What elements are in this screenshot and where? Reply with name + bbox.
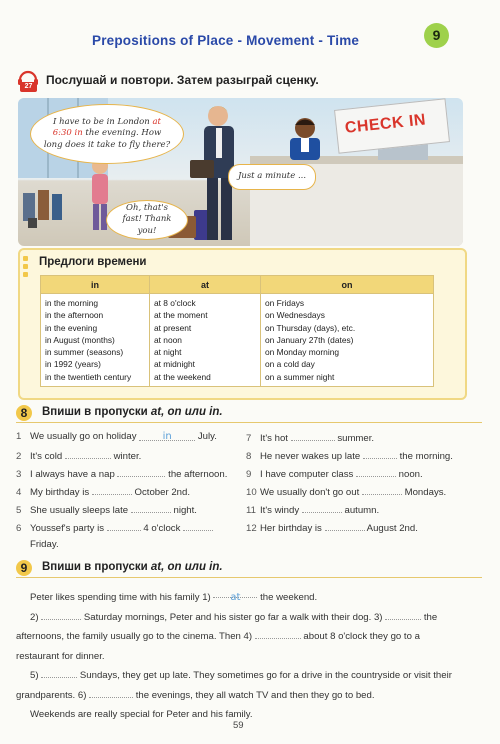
paragraph-text: Peter likes spending time with his family 1): [30, 592, 211, 603]
item-text: Her birthday is: [260, 523, 322, 534]
paragraph-line: [16, 686, 464, 706]
exercise-9-title-em: at, on или in.: [150, 561, 223, 573]
paragraph-text: afternoons, the family usually go to the cinema. Then 4): [16, 631, 253, 642]
item-text-end: 4 o'clock: [143, 523, 181, 534]
speech-bubble-thanks: [106, 200, 188, 240]
table-cell: on January 27th (dates): [265, 334, 354, 345]
table-cell: in 1992 (years): [45, 359, 101, 370]
check-in-sign-text: CHECK IN: [344, 111, 427, 137]
answer-blank[interactable]: [291, 431, 335, 441]
column-header-at: at: [150, 276, 261, 294]
item-text-cont: Friday.: [30, 539, 59, 550]
handwritten-answer: in: [162, 431, 172, 442]
speech-bubble-just-a-minute: Just a minute ...: [228, 164, 316, 190]
grammar-box-title: Предлоги времени: [39, 256, 147, 268]
item-text: My birthday is: [30, 487, 90, 498]
exercise-8-item-4: [16, 485, 190, 498]
table-cell: at noon: [154, 334, 182, 345]
answer-blank[interactable]: [89, 688, 133, 698]
paragraph-line: [16, 647, 464, 667]
item-text: He never wakes up late: [260, 451, 361, 462]
answer-blank[interactable]: [131, 503, 171, 513]
table-cell: in the twentieth century: [45, 371, 132, 382]
item-number: 9: [246, 469, 252, 480]
item-number: 11: [246, 505, 256, 516]
paragraph-line: [16, 588, 464, 608]
paragraph-line: [16, 608, 464, 628]
answer-blank[interactable]: [41, 610, 81, 620]
item-number: 5: [16, 505, 22, 516]
exercise-9-number: 9: [16, 560, 32, 576]
unit-number-badge: 9: [424, 23, 449, 48]
table-cell: on Fridays: [265, 298, 305, 308]
divider: [16, 577, 482, 578]
column-header-on: on: [261, 276, 434, 294]
bullet-squares-icon: [23, 256, 30, 280]
exercise-8-title-text: Впиши в пропуски: [42, 406, 151, 418]
table-cell: on a cold day: [265, 359, 315, 370]
table-cell: on a summer night: [265, 371, 335, 382]
item-number: 12: [246, 523, 257, 534]
item-text-end: the afternoon.: [168, 469, 228, 480]
item-text: She usually sleeps late: [30, 505, 129, 516]
item-text-end: summer.: [337, 433, 375, 444]
exercise-8-item-7: [246, 431, 374, 444]
paragraph-text: grandparents. 6): [16, 689, 87, 701]
exercise-8-item-9: [246, 467, 423, 480]
table-cell: in the morning: [45, 298, 99, 308]
paragraph-text: the evenings, they all watch TV and then they go to bed.: [135, 689, 375, 701]
item-text-end: autumn.: [344, 505, 380, 516]
exercise-9-title-text: Впиши в пропуски: [42, 561, 151, 573]
table-cell: in summer (seasons): [45, 347, 124, 358]
item-number: 2: [16, 451, 22, 462]
table-cell: on Wednesdays: [265, 310, 325, 321]
page-title: Prepositions of Place - Movement - Time: [92, 33, 360, 48]
item-number: 8: [246, 451, 252, 462]
exercise-9-title: [42, 561, 223, 573]
answer-blank[interactable]: [255, 629, 301, 639]
table-cell: at night: [154, 347, 182, 358]
item-text: We usually don't go out: [260, 487, 360, 498]
answer-blank[interactable]: [302, 503, 342, 513]
exercise-8-item-5: [16, 503, 197, 516]
item-number: 6: [16, 523, 22, 534]
item-text: We usually go on holiday: [30, 431, 137, 442]
table-cell: in the evening: [45, 322, 98, 333]
divider: [16, 422, 482, 423]
paragraph-text: 5): [30, 670, 39, 681]
answer-blank[interactable]: [65, 449, 111, 459]
item-text-end: the morning.: [399, 451, 453, 462]
exercise-8-item-2: [16, 449, 141, 462]
paragraph-text: Weekends are really special for Peter and his family.: [30, 709, 253, 720]
answer-blank[interactable]: [183, 521, 213, 531]
item-number: 10: [246, 487, 257, 498]
exercise-8-item-1: [16, 431, 217, 442]
item-number: 3: [16, 469, 22, 480]
item-text: It's cold: [30, 451, 63, 462]
table-cell: in August (months): [45, 334, 115, 345]
answer-blank[interactable]: [325, 521, 365, 531]
item-text-end: July.: [197, 431, 217, 442]
page-number: 59: [233, 720, 244, 731]
paragraph-text: restaurant for dinner.: [16, 650, 105, 662]
answer-blank[interactable]: [356, 467, 396, 477]
paragraph-text: Sundays, they get up late. They sometimes go for a drive in the countryside or visit their: [79, 670, 452, 681]
answer-blank[interactable]: [92, 485, 132, 495]
exercise-9-paragraph: [16, 588, 464, 725]
paragraph-text: about 8 o'clock they go to a: [303, 631, 420, 642]
paragraph-text: the: [423, 611, 438, 623]
column-on: [261, 294, 434, 387]
item-number: 4: [16, 487, 22, 498]
track-number: 27: [20, 82, 37, 92]
table-cell: at 8 o'clock: [154, 298, 196, 308]
exercise-8-title-em: at, on или in.: [150, 406, 223, 418]
airport-illustration: [18, 98, 463, 246]
item-text-end: night.: [173, 505, 197, 516]
paragraph-text: Saturday mornings, Peter and his sister go far a walk with their dog. 3): [83, 611, 383, 623]
item-text: I have computer class: [260, 469, 354, 480]
item-text: It's windy: [260, 505, 300, 516]
item-text-end: noon.: [398, 469, 423, 480]
item-number: 7: [246, 433, 252, 444]
exercise-8-item-6-cont: [30, 539, 59, 550]
exercise-8-item-3: [16, 467, 227, 480]
prepositions-table: [40, 275, 434, 387]
item-number: 1: [16, 431, 22, 442]
answer-blank[interactable]: [363, 449, 397, 459]
answer-blank[interactable]: [362, 485, 402, 495]
bubble-text-part: I have to be in London: [53, 117, 153, 128]
bubble-thanks-text: Oh, that's fast! Thank you!: [122, 203, 172, 236]
paragraph-line: [16, 666, 464, 686]
item-text: I always have a nap: [30, 469, 115, 480]
bubble-text-part: the evening. How long does it take to fly there?: [43, 128, 171, 150]
item-text: It's hot: [260, 433, 288, 444]
handwritten-answer: at: [230, 592, 241, 603]
exercise-8-item-8: [246, 449, 453, 462]
table-cell: at the weekend: [154, 371, 211, 382]
item-text-end: winter.: [113, 451, 142, 462]
item-text-end: October 2nd.: [134, 487, 190, 498]
table-cell: on Thursday (days), etc.: [265, 322, 356, 333]
exercise-8-item-11: [246, 503, 379, 516]
exercise-8-number: 8: [16, 405, 32, 421]
paragraph-line: [16, 627, 464, 647]
table-cell: in the afternoon: [45, 310, 104, 321]
item-text-end: Mondays.: [404, 487, 447, 498]
answer-blank[interactable]: [117, 467, 165, 477]
exercise-8-item-10: [246, 485, 446, 498]
column-header-in: in: [41, 276, 150, 294]
item-text-end: August 2nd.: [366, 523, 418, 534]
listen-instruction: Послушай и повтори. Затем разыграй сценку.: [46, 73, 319, 87]
column-in: [41, 294, 150, 387]
answer-blank[interactable]: [385, 610, 421, 620]
table-cell: at midnight: [154, 359, 195, 370]
speech-bubble-question: [30, 104, 184, 164]
paragraph-text: the weekend.: [260, 592, 318, 603]
bubble-highlight: at 6:30 in: [52, 117, 161, 139]
exercise-8-item-12: [246, 521, 418, 534]
column-at: [150, 294, 261, 387]
table-cell: at present: [154, 322, 192, 333]
answer-blank[interactable]: [41, 668, 77, 678]
answer-blank[interactable]: [213, 588, 257, 603]
item-text: Youssef's party is: [30, 523, 104, 534]
paragraph-text: 2): [30, 611, 39, 623]
answer-blank[interactable]: [107, 521, 141, 531]
exercise-8-item-6: [16, 521, 213, 534]
answer-blank[interactable]: [139, 431, 195, 441]
exercise-8-title: [42, 406, 223, 418]
table-cell: at the moment: [154, 310, 208, 321]
table-cell: on Monday morning: [265, 347, 340, 358]
page-header: [0, 0, 500, 62]
